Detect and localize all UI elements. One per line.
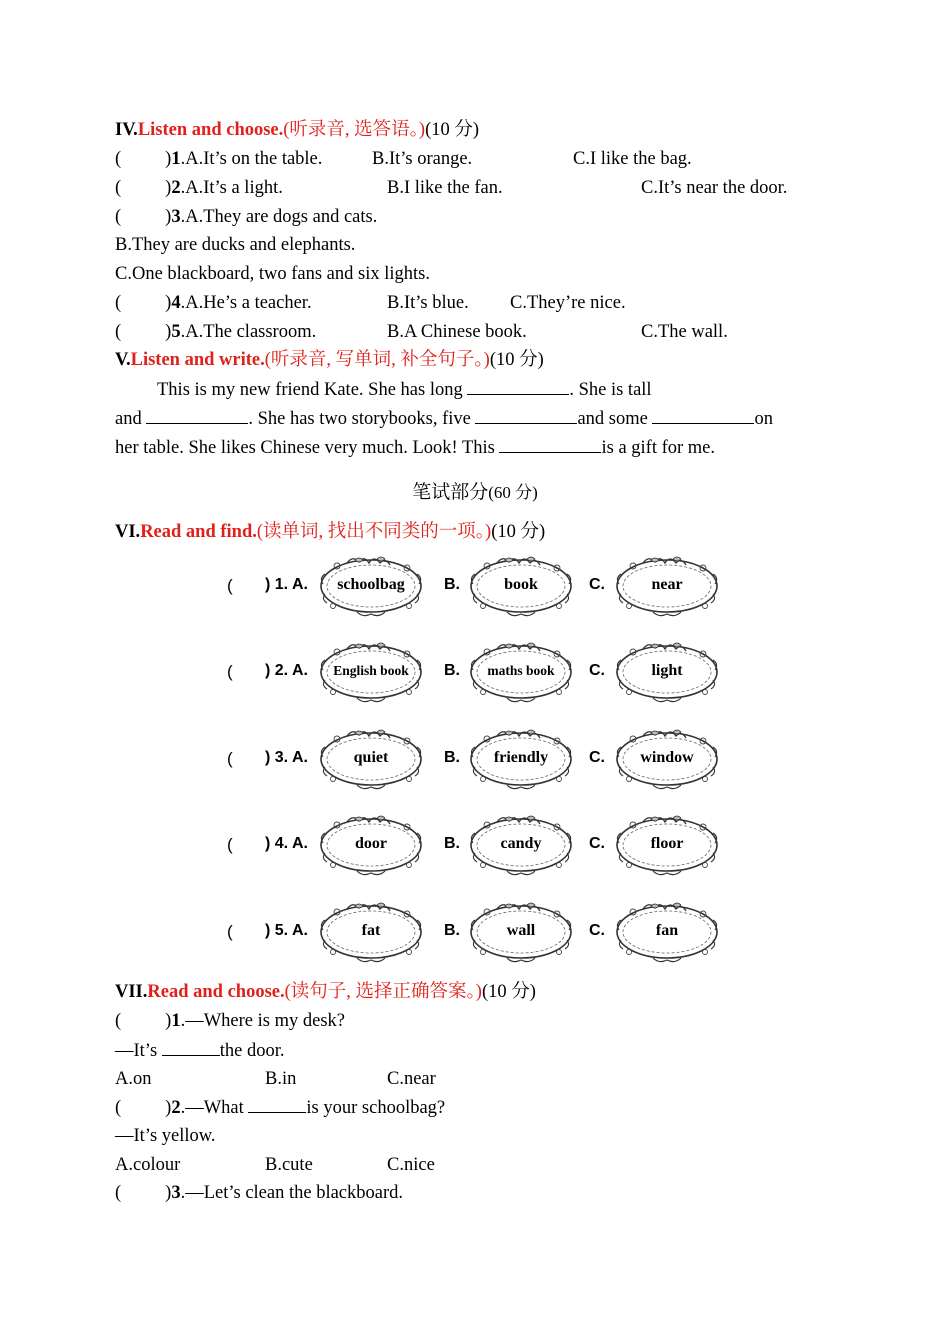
written-part-heading: 笔试部分(60 分) xyxy=(412,481,538,503)
wreath-option-a xyxy=(317,640,425,706)
section-iv-heading: IV.Listen and choose.(听录音, 选答语。)(10 分) xyxy=(115,120,480,140)
wreath-word: near xyxy=(651,576,683,593)
wreath-option-c xyxy=(613,727,721,793)
wreath-word: maths book xyxy=(487,663,555,678)
answer-paren[interactable]: ( xyxy=(227,662,233,681)
option-c-label: C. xyxy=(589,835,605,852)
find-row-2 xyxy=(225,640,745,710)
wreath-word: light xyxy=(651,662,683,679)
option-c-label: C. xyxy=(589,576,605,593)
option-c-label: C. xyxy=(589,749,605,766)
options-vii-1: A.on B.in C.near xyxy=(115,1069,436,1089)
find-row-5 xyxy=(225,900,745,970)
option-c-label: C. xyxy=(589,662,605,679)
wreath-option-c xyxy=(613,900,721,966)
option-b-label: B. xyxy=(444,749,460,766)
question-vii-2: ( )2.—What is your schoolbag? xyxy=(115,1095,445,1120)
wreath-option-a xyxy=(317,900,425,966)
blank-vii-1[interactable] xyxy=(162,1038,220,1056)
wreath-option-a xyxy=(317,813,425,879)
question-vii-1: ( )1.—Where is my desk? xyxy=(115,1011,345,1031)
wreath-option-a xyxy=(317,727,425,793)
wreath-word: wall xyxy=(506,922,536,939)
blank-3[interactable] xyxy=(475,406,577,424)
answer-vii-1: —It’s the door. xyxy=(115,1038,285,1063)
blank-5[interactable] xyxy=(499,435,601,453)
option-b: B.They are ducks and elephants. xyxy=(115,235,356,255)
answer-paren[interactable]: ( xyxy=(227,749,233,768)
question-iv-3: ( )3.A.They are dogs and cats. xyxy=(115,207,378,227)
blank-1[interactable] xyxy=(467,377,569,395)
question-iv-2: ( )2.A.It’s a light. B.I like the fan. C.It’s near the door. xyxy=(115,178,788,198)
wreath-word: door xyxy=(355,835,387,852)
answer-paren[interactable]: ( xyxy=(227,576,233,595)
wreath-option-a xyxy=(317,554,425,620)
wreath-option-c xyxy=(613,640,721,706)
option-b: B.A Chinese book. xyxy=(387,322,527,342)
question-iv-1: ( )1.A.It’s on the table. B.It’s orange. C.I like the bag. xyxy=(115,149,692,169)
option-c: C.The wall. xyxy=(641,322,728,342)
option-c: C.I like the bag. xyxy=(573,149,692,169)
find-row-3 xyxy=(225,727,745,797)
option-c-label: C. xyxy=(589,922,605,939)
find-row-1 xyxy=(225,554,745,624)
blank-vii-2[interactable] xyxy=(248,1095,306,1113)
wreath-word: fat xyxy=(361,922,381,939)
blank-2[interactable] xyxy=(146,406,248,424)
wreath-option-b xyxy=(467,640,575,706)
wreath-word: English book xyxy=(333,663,409,678)
wreath-option-c xyxy=(613,554,721,620)
question-vii-3: ( )3.—Let’s clean the blackboard. xyxy=(115,1183,404,1203)
option-b-label: B. xyxy=(444,922,460,939)
option-b: B.It’s blue. xyxy=(387,293,469,313)
wreath-option-b xyxy=(467,813,575,879)
option-b-label: B. xyxy=(444,576,460,593)
find-row-4 xyxy=(225,813,745,883)
wreath-word: candy xyxy=(500,835,542,852)
wreath-word: window xyxy=(640,749,694,766)
section-v-heading: V.Listen and write.(听录音, 写单词, 补全句子。)(10 分) xyxy=(115,350,544,370)
section-vi-heading: VI.Read and find.(读单词, 找出不同类的一项。)(10 分) xyxy=(115,522,546,542)
wreath-word: quiet xyxy=(353,749,389,766)
option-b: B.It’s orange. xyxy=(372,149,473,169)
row-label: ) 4. A. xyxy=(265,835,308,852)
answer-paren[interactable]: ( xyxy=(227,835,233,854)
option-b-label: B. xyxy=(444,835,460,852)
option-c: C.One blackboard, two fans and six lights. xyxy=(115,264,430,284)
wreath-option-b xyxy=(467,900,575,966)
passage-line-2: and . She has two storybooks, five and some on xyxy=(115,406,773,431)
options-vii-2: A.colour B.cute C.nice xyxy=(115,1155,435,1175)
option-c: C.It’s near the door. xyxy=(641,178,788,198)
passage-line-3: her table. She likes Chinese very much. Look! This is a gift for me. xyxy=(115,435,715,460)
row-label: ) 2. A. xyxy=(265,662,308,679)
answer-vii-2: —It’s yellow. xyxy=(115,1126,216,1146)
wreath-word: friendly xyxy=(493,749,549,766)
blank-4[interactable] xyxy=(652,406,754,424)
passage-line-1: This is my new friend Kate. She has long . She is tall xyxy=(157,377,652,402)
wreath-option-c xyxy=(613,813,721,879)
option-b: B.I like the fan. xyxy=(387,178,503,198)
row-label: ) 3. A. xyxy=(265,749,308,766)
wreath-option-b xyxy=(467,554,575,620)
wreath-word: book xyxy=(504,576,538,593)
option-b-label: B. xyxy=(444,662,460,679)
wreath-word: floor xyxy=(650,835,684,852)
question-iv-5: ( )5.A.The classroom. B.A Chinese book. C.The wall. xyxy=(115,322,728,342)
question-iv-4: ( )4.A.He’s a teacher. B.It’s blue. C.They’re nice. xyxy=(115,293,626,313)
row-label: ) 1. A. xyxy=(265,576,308,593)
answer-paren[interactable]: ( xyxy=(227,922,233,941)
wreath-word: fan xyxy=(655,922,679,939)
wreath-word: schoolbag xyxy=(337,576,405,593)
row-label: ) 5. A. xyxy=(265,922,308,939)
section-vii-heading: VII.Read and choose.(读句子, 选择正确答案。)(10 分) xyxy=(115,982,536,1002)
option-c: C.They’re nice. xyxy=(510,293,626,313)
wreath-option-b xyxy=(467,727,575,793)
